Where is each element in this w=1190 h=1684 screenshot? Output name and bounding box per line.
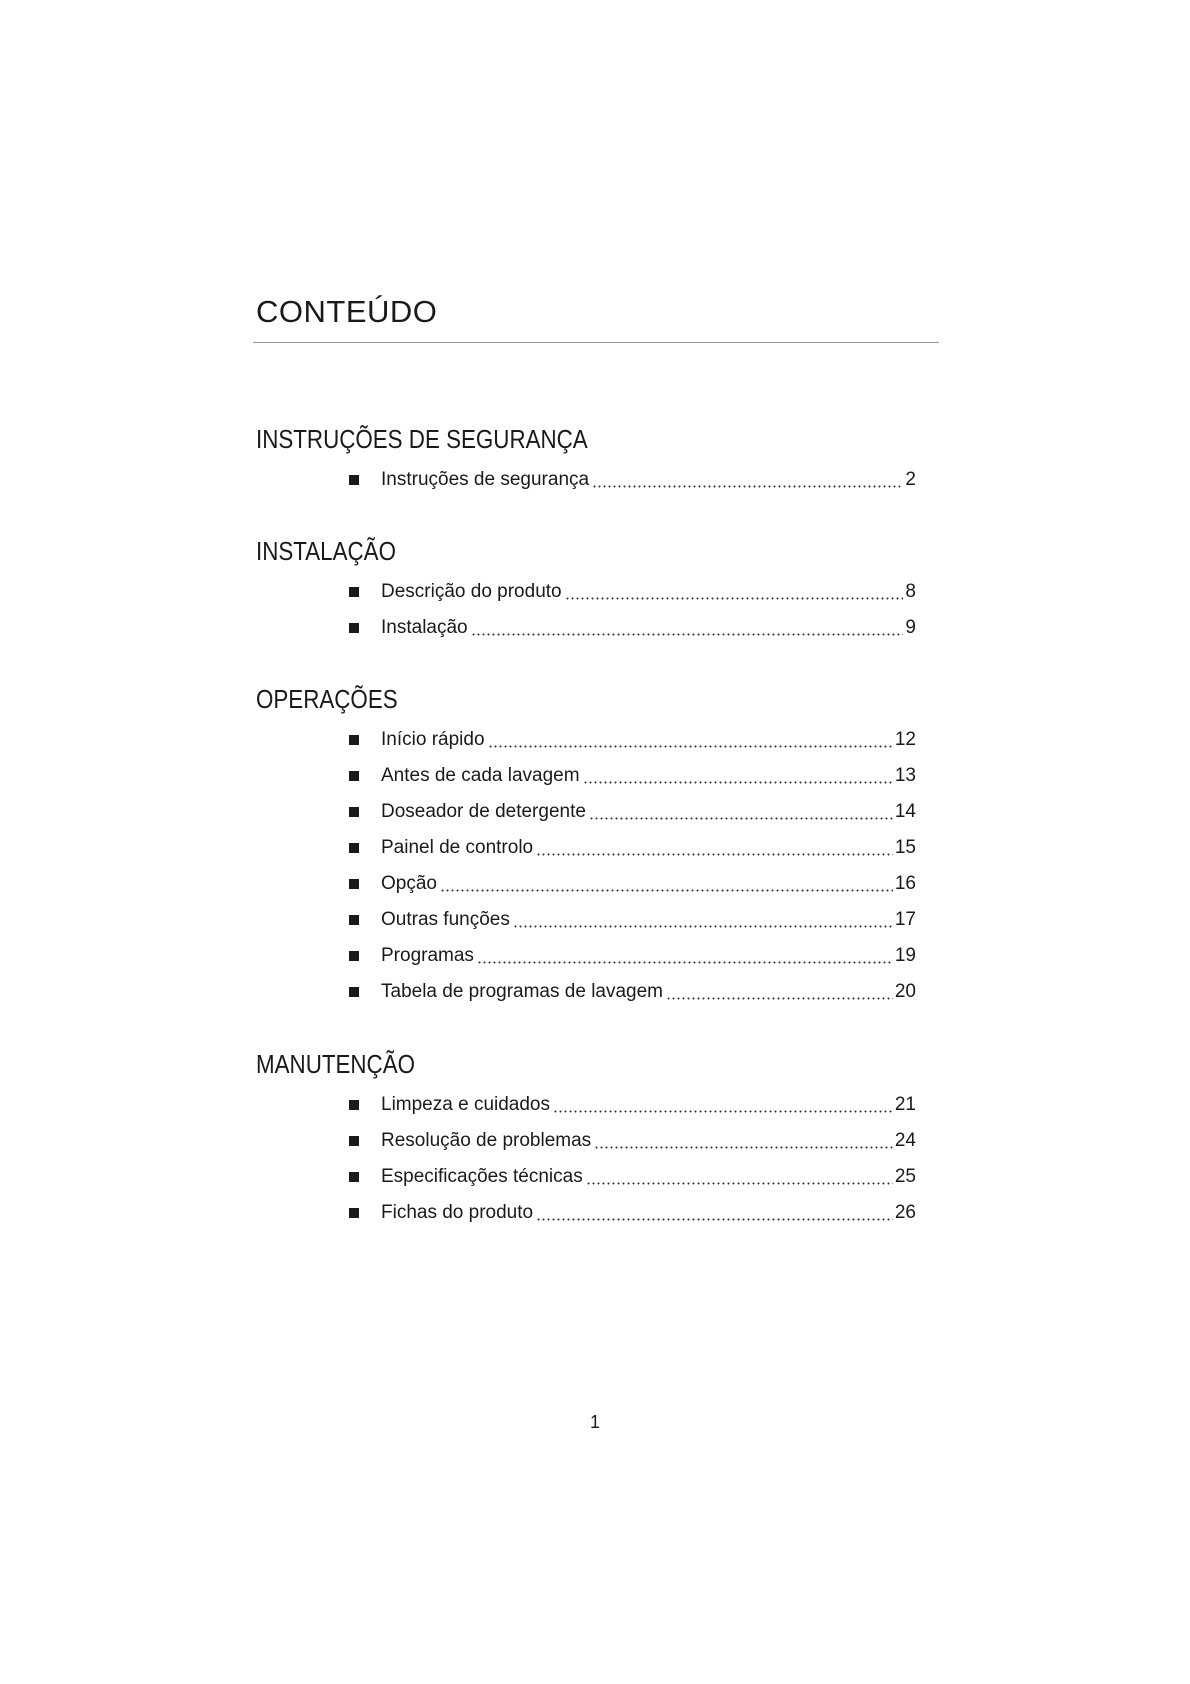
toc-entry[interactable] <box>256 974 916 1010</box>
dot-leader <box>536 1218 893 1221</box>
toc-entry[interactable] <box>256 1195 916 1231</box>
section-heading: OPERAÇÕES <box>256 684 398 714</box>
toc-entry-page: 17 <box>894 909 916 930</box>
toc-entry[interactable] <box>256 902 916 938</box>
dot-leader <box>583 781 893 784</box>
square-bullet-icon <box>349 1172 359 1182</box>
toc-entry[interactable] <box>256 866 916 902</box>
toc-entry-page: 14 <box>894 801 916 822</box>
dot-leader <box>553 1110 893 1113</box>
toc-entry-label: Instalação <box>381 617 468 638</box>
toc-entry-page: 15 <box>894 837 916 858</box>
toc-entry[interactable] <box>256 758 916 794</box>
toc-entry[interactable] <box>256 794 916 830</box>
toc-entry[interactable] <box>256 1087 916 1123</box>
dot-leader <box>477 961 893 964</box>
toc-entry[interactable] <box>256 830 916 866</box>
toc-entry-list <box>256 1087 916 1231</box>
toc-entry-label: Doseador de detergente <box>381 801 586 822</box>
square-bullet-icon <box>349 1208 359 1218</box>
dot-leader <box>586 1182 893 1185</box>
square-bullet-icon <box>349 735 359 745</box>
toc-entry-label: Fichas do produto <box>381 1202 534 1223</box>
toc-entry[interactable] <box>256 938 916 974</box>
toc-entry-page: 24 <box>894 1130 916 1151</box>
toc-entry-label: Tabela de programas de lavagem <box>381 981 664 1002</box>
square-bullet-icon <box>349 771 359 781</box>
dot-leader <box>589 817 893 820</box>
toc-entry-page: 26 <box>894 1202 916 1223</box>
toc-section-operations <box>256 684 916 1010</box>
toc-entry-label: Outras funções <box>381 909 510 930</box>
toc-entry-list <box>256 722 916 1010</box>
square-bullet-icon <box>349 915 359 925</box>
toc-entry-page: 16 <box>894 873 916 894</box>
toc-entry-label: Especificações técnicas <box>381 1166 583 1187</box>
dot-leader <box>592 485 903 488</box>
toc-entry[interactable] <box>256 574 916 610</box>
toc-entry[interactable] <box>256 462 916 498</box>
dot-leader <box>440 889 893 892</box>
square-bullet-icon <box>349 1136 359 1146</box>
toc-entry-page: 9 <box>905 617 916 638</box>
toc-entry-label: Instruções de segurança <box>381 469 590 490</box>
dot-leader <box>471 633 904 636</box>
square-bullet-icon <box>349 587 359 597</box>
toc-section-installation <box>256 536 916 646</box>
dot-leader <box>488 745 893 748</box>
title-divider <box>253 342 939 343</box>
toc-entry-page: 21 <box>894 1094 916 1115</box>
square-bullet-icon <box>349 951 359 961</box>
dot-leader <box>513 925 893 928</box>
square-bullet-icon <box>349 623 359 633</box>
toc-entry-label: Painel de controlo <box>381 837 534 858</box>
toc-section-maintenance <box>256 1049 916 1231</box>
toc-entry-label: Antes de cada lavagem <box>381 765 580 786</box>
toc-entry-label: Descrição do produto <box>381 581 562 602</box>
page-number: 1 <box>589 1412 600 1432</box>
square-bullet-icon <box>349 987 359 997</box>
toc-entry-page: 19 <box>894 945 916 966</box>
toc-entry-page: 20 <box>894 981 916 1002</box>
toc-entry-list <box>256 462 916 498</box>
square-bullet-icon <box>349 879 359 889</box>
toc-entry-page: 8 <box>905 581 916 602</box>
toc-entry-page: 2 <box>905 469 916 490</box>
toc-entry[interactable] <box>256 610 916 646</box>
page-title: CONTEÚDO <box>256 294 438 329</box>
toc-entry-page: 13 <box>894 765 916 786</box>
toc-entry-label: Opção <box>381 873 437 894</box>
dot-leader <box>594 1146 893 1149</box>
square-bullet-icon <box>349 1100 359 1110</box>
toc-entry-page: 12 <box>894 729 916 750</box>
toc-entry-label: Limpeza e cuidados <box>381 1094 550 1115</box>
square-bullet-icon <box>349 807 359 817</box>
toc-entry[interactable] <box>256 1123 916 1159</box>
toc-entry-list <box>256 574 916 646</box>
section-heading: INSTRUÇÕES DE SEGURANÇA <box>256 424 588 454</box>
dot-leader <box>536 853 893 856</box>
toc-entry-label: Programas <box>381 945 474 966</box>
toc-entry-label: Início rápido <box>381 729 485 750</box>
section-heading: INSTALAÇÃO <box>256 536 396 566</box>
toc-entry[interactable] <box>256 722 916 758</box>
toc-section-safety <box>256 424 916 498</box>
dot-leader <box>565 597 904 600</box>
square-bullet-icon <box>349 475 359 485</box>
dot-leader <box>666 997 893 1000</box>
toc-entry-label: Resolução de problemas <box>381 1130 592 1151</box>
toc-entry-page: 25 <box>894 1166 916 1187</box>
section-heading: MANUTENÇÃO <box>256 1049 416 1079</box>
toc-entry[interactable] <box>256 1159 916 1195</box>
square-bullet-icon <box>349 843 359 853</box>
